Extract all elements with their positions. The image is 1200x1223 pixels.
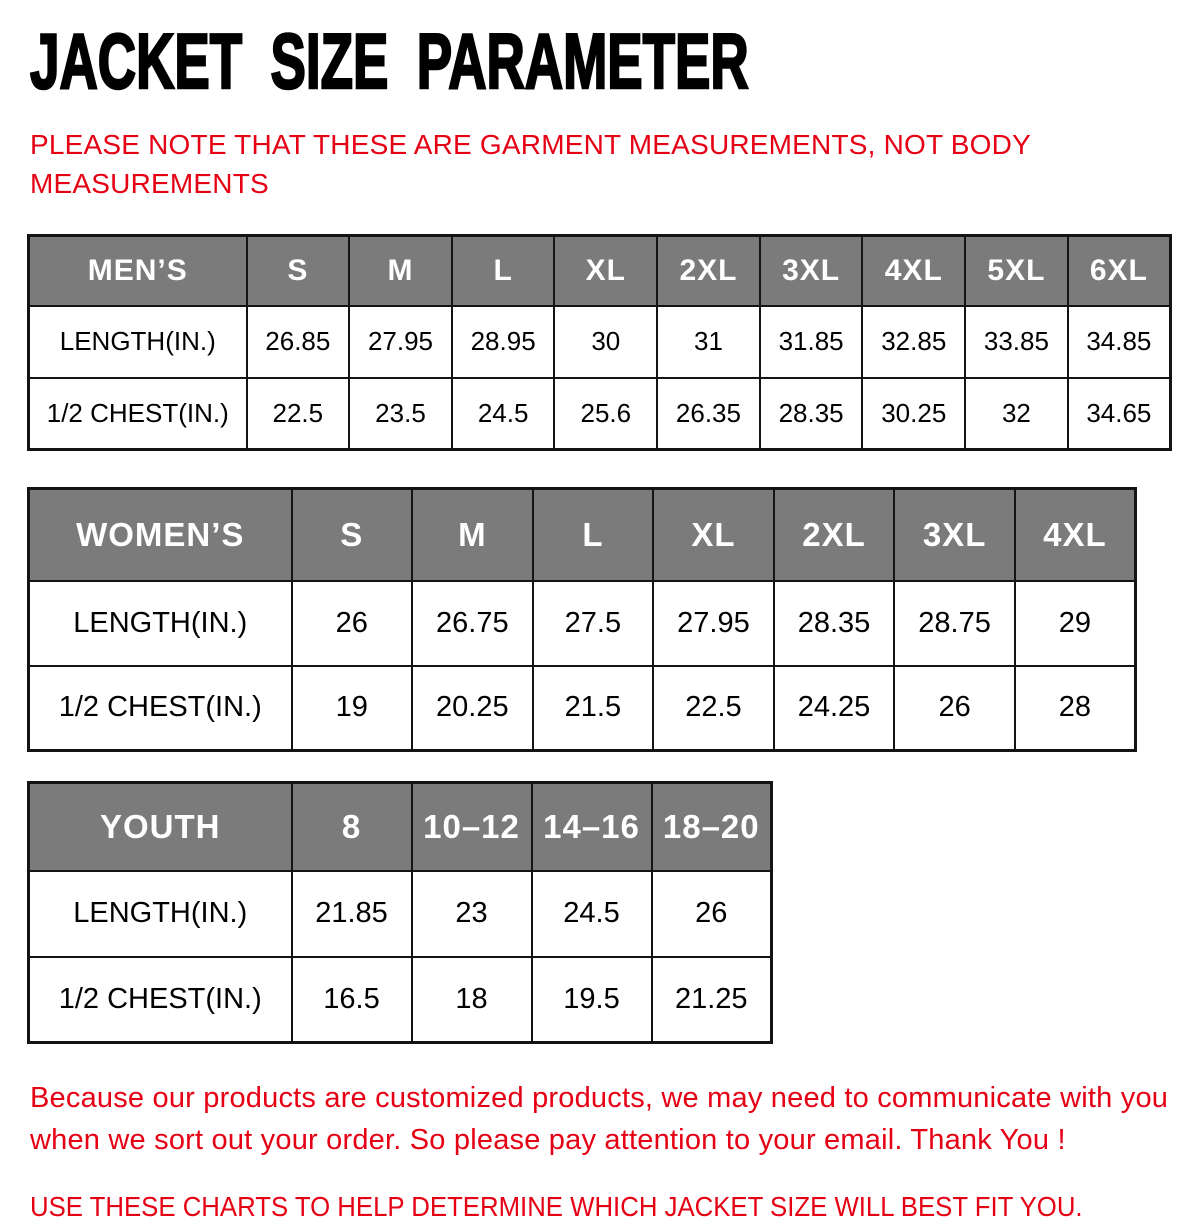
- row-label-cell: 1/2 CHEST(IN.): [29, 957, 292, 1043]
- value-cell: 28.75: [894, 581, 1015, 666]
- size-header-cell: L: [533, 489, 654, 581]
- youth-size-table: [27, 781, 773, 1044]
- womens-size-table: [27, 487, 1137, 752]
- row-label-cell: 1/2 CHEST(IN.): [29, 666, 292, 751]
- value-cell: 19.5: [532, 957, 652, 1043]
- value-cell: 32.85: [862, 306, 965, 378]
- youth-table-title: YOUTH: [29, 783, 292, 871]
- value-cell: 23.5: [349, 378, 452, 450]
- value-cell: 22.5: [653, 666, 774, 751]
- row-label-cell: LENGTH(IN.): [29, 306, 247, 378]
- value-cell: 30.25: [862, 378, 965, 450]
- value-cell: 33.85: [965, 306, 1068, 378]
- size-header-cell: 4XL: [1015, 489, 1136, 581]
- size-chart-page: [0, 17, 1200, 1222]
- size-header-cell: 2XL: [774, 489, 895, 581]
- value-cell: 34.65: [1068, 378, 1171, 450]
- table-header-row: [29, 489, 1136, 581]
- size-header-cell: 5XL: [965, 236, 1068, 306]
- mens-size-table: [27, 234, 1172, 451]
- row-label-cell: LENGTH(IN.): [29, 581, 292, 666]
- value-cell: 27.95: [653, 581, 774, 666]
- value-cell: 34.85: [1068, 306, 1171, 378]
- table-header-row: [29, 783, 772, 871]
- garment-note-line-1: PLEASE NOTE THAT THESE ARE GARMENT MEASUREMENTS, NOT BODY: [30, 129, 1031, 160]
- value-cell: 21.25: [652, 957, 772, 1043]
- size-header-cell: L: [452, 236, 555, 306]
- value-cell: 18: [412, 957, 532, 1043]
- value-cell: 28.35: [774, 581, 895, 666]
- page-title: JACKET SIZE PARAMETER: [30, 17, 749, 105]
- value-cell: 21.5: [533, 666, 654, 751]
- size-header-cell: 2XL: [657, 236, 760, 306]
- size-header-cell: 14–16: [532, 783, 652, 871]
- table-row: [29, 666, 1136, 751]
- value-cell: 26.35: [657, 378, 760, 450]
- size-header-cell: S: [292, 489, 413, 581]
- size-header-cell: 8: [292, 783, 412, 871]
- table-header-row: [29, 236, 1171, 306]
- value-cell: 31: [657, 306, 760, 378]
- communication-note-line-2: when we sort out your order. So please pay attention to your email. Thank You !: [30, 1124, 1066, 1156]
- row-label-cell: LENGTH(IN.): [29, 871, 292, 957]
- value-cell: 25.6: [554, 378, 657, 450]
- size-header-cell: XL: [653, 489, 774, 581]
- value-cell: 21.85: [292, 871, 412, 957]
- row-label-cell: 1/2 CHEST(IN.): [29, 378, 247, 450]
- size-header-cell: 6XL: [1068, 236, 1171, 306]
- communication-note-line-1: Because our products are customized products, we may need to communicate with you: [30, 1082, 1169, 1114]
- value-cell: 31.85: [760, 306, 863, 378]
- value-cell: 28.95: [452, 306, 555, 378]
- value-cell: 27.95: [349, 306, 452, 378]
- value-cell: 23: [412, 871, 532, 957]
- value-cell: 26: [292, 581, 413, 666]
- table-row: [29, 581, 1136, 666]
- size-header-cell: 3XL: [894, 489, 1015, 581]
- value-cell: 26: [652, 871, 772, 957]
- value-cell: 32: [965, 378, 1068, 450]
- value-cell: 27.5: [533, 581, 654, 666]
- value-cell: 20.25: [412, 666, 533, 751]
- size-header-cell: M: [412, 489, 533, 581]
- table-row: [29, 957, 772, 1043]
- table-row: [29, 378, 1171, 450]
- value-cell: 26.85: [247, 306, 350, 378]
- size-header-cell: 3XL: [760, 236, 863, 306]
- value-cell: 22.5: [247, 378, 350, 450]
- value-cell: 16.5: [292, 957, 412, 1043]
- value-cell: 24.25: [774, 666, 895, 751]
- mens-table-title: MEN’S: [29, 236, 247, 306]
- size-header-cell: 10–12: [412, 783, 532, 871]
- size-header-cell: 4XL: [862, 236, 965, 306]
- size-header-cell: S: [247, 236, 350, 306]
- garment-note-line-2: MEASUREMENTS: [30, 168, 269, 199]
- value-cell: 28: [1015, 666, 1136, 751]
- value-cell: 28.35: [760, 378, 863, 450]
- value-cell: 26.75: [412, 581, 533, 666]
- size-header-cell: M: [349, 236, 452, 306]
- size-header-cell: XL: [554, 236, 657, 306]
- value-cell: 19: [292, 666, 413, 751]
- size-header-cell: 18–20: [652, 783, 772, 871]
- value-cell: 24.5: [452, 378, 555, 450]
- value-cell: 26: [894, 666, 1015, 751]
- value-cell: 29: [1015, 581, 1136, 666]
- communication-note: [30, 1077, 1200, 1161]
- garment-measurement-note: [30, 125, 1200, 203]
- womens-table-title: WOMEN’S: [29, 489, 292, 581]
- usage-note: USE THESE CHARTS TO HELP DETERMINE WHICH JACKET SIZE WILL BEST FIT YOU.: [30, 1191, 1083, 1222]
- value-cell: 24.5: [532, 871, 652, 957]
- table-row: [29, 306, 1171, 378]
- size-tables-section: [0, 234, 1200, 1044]
- table-row: [29, 871, 772, 957]
- value-cell: 30: [554, 306, 657, 378]
